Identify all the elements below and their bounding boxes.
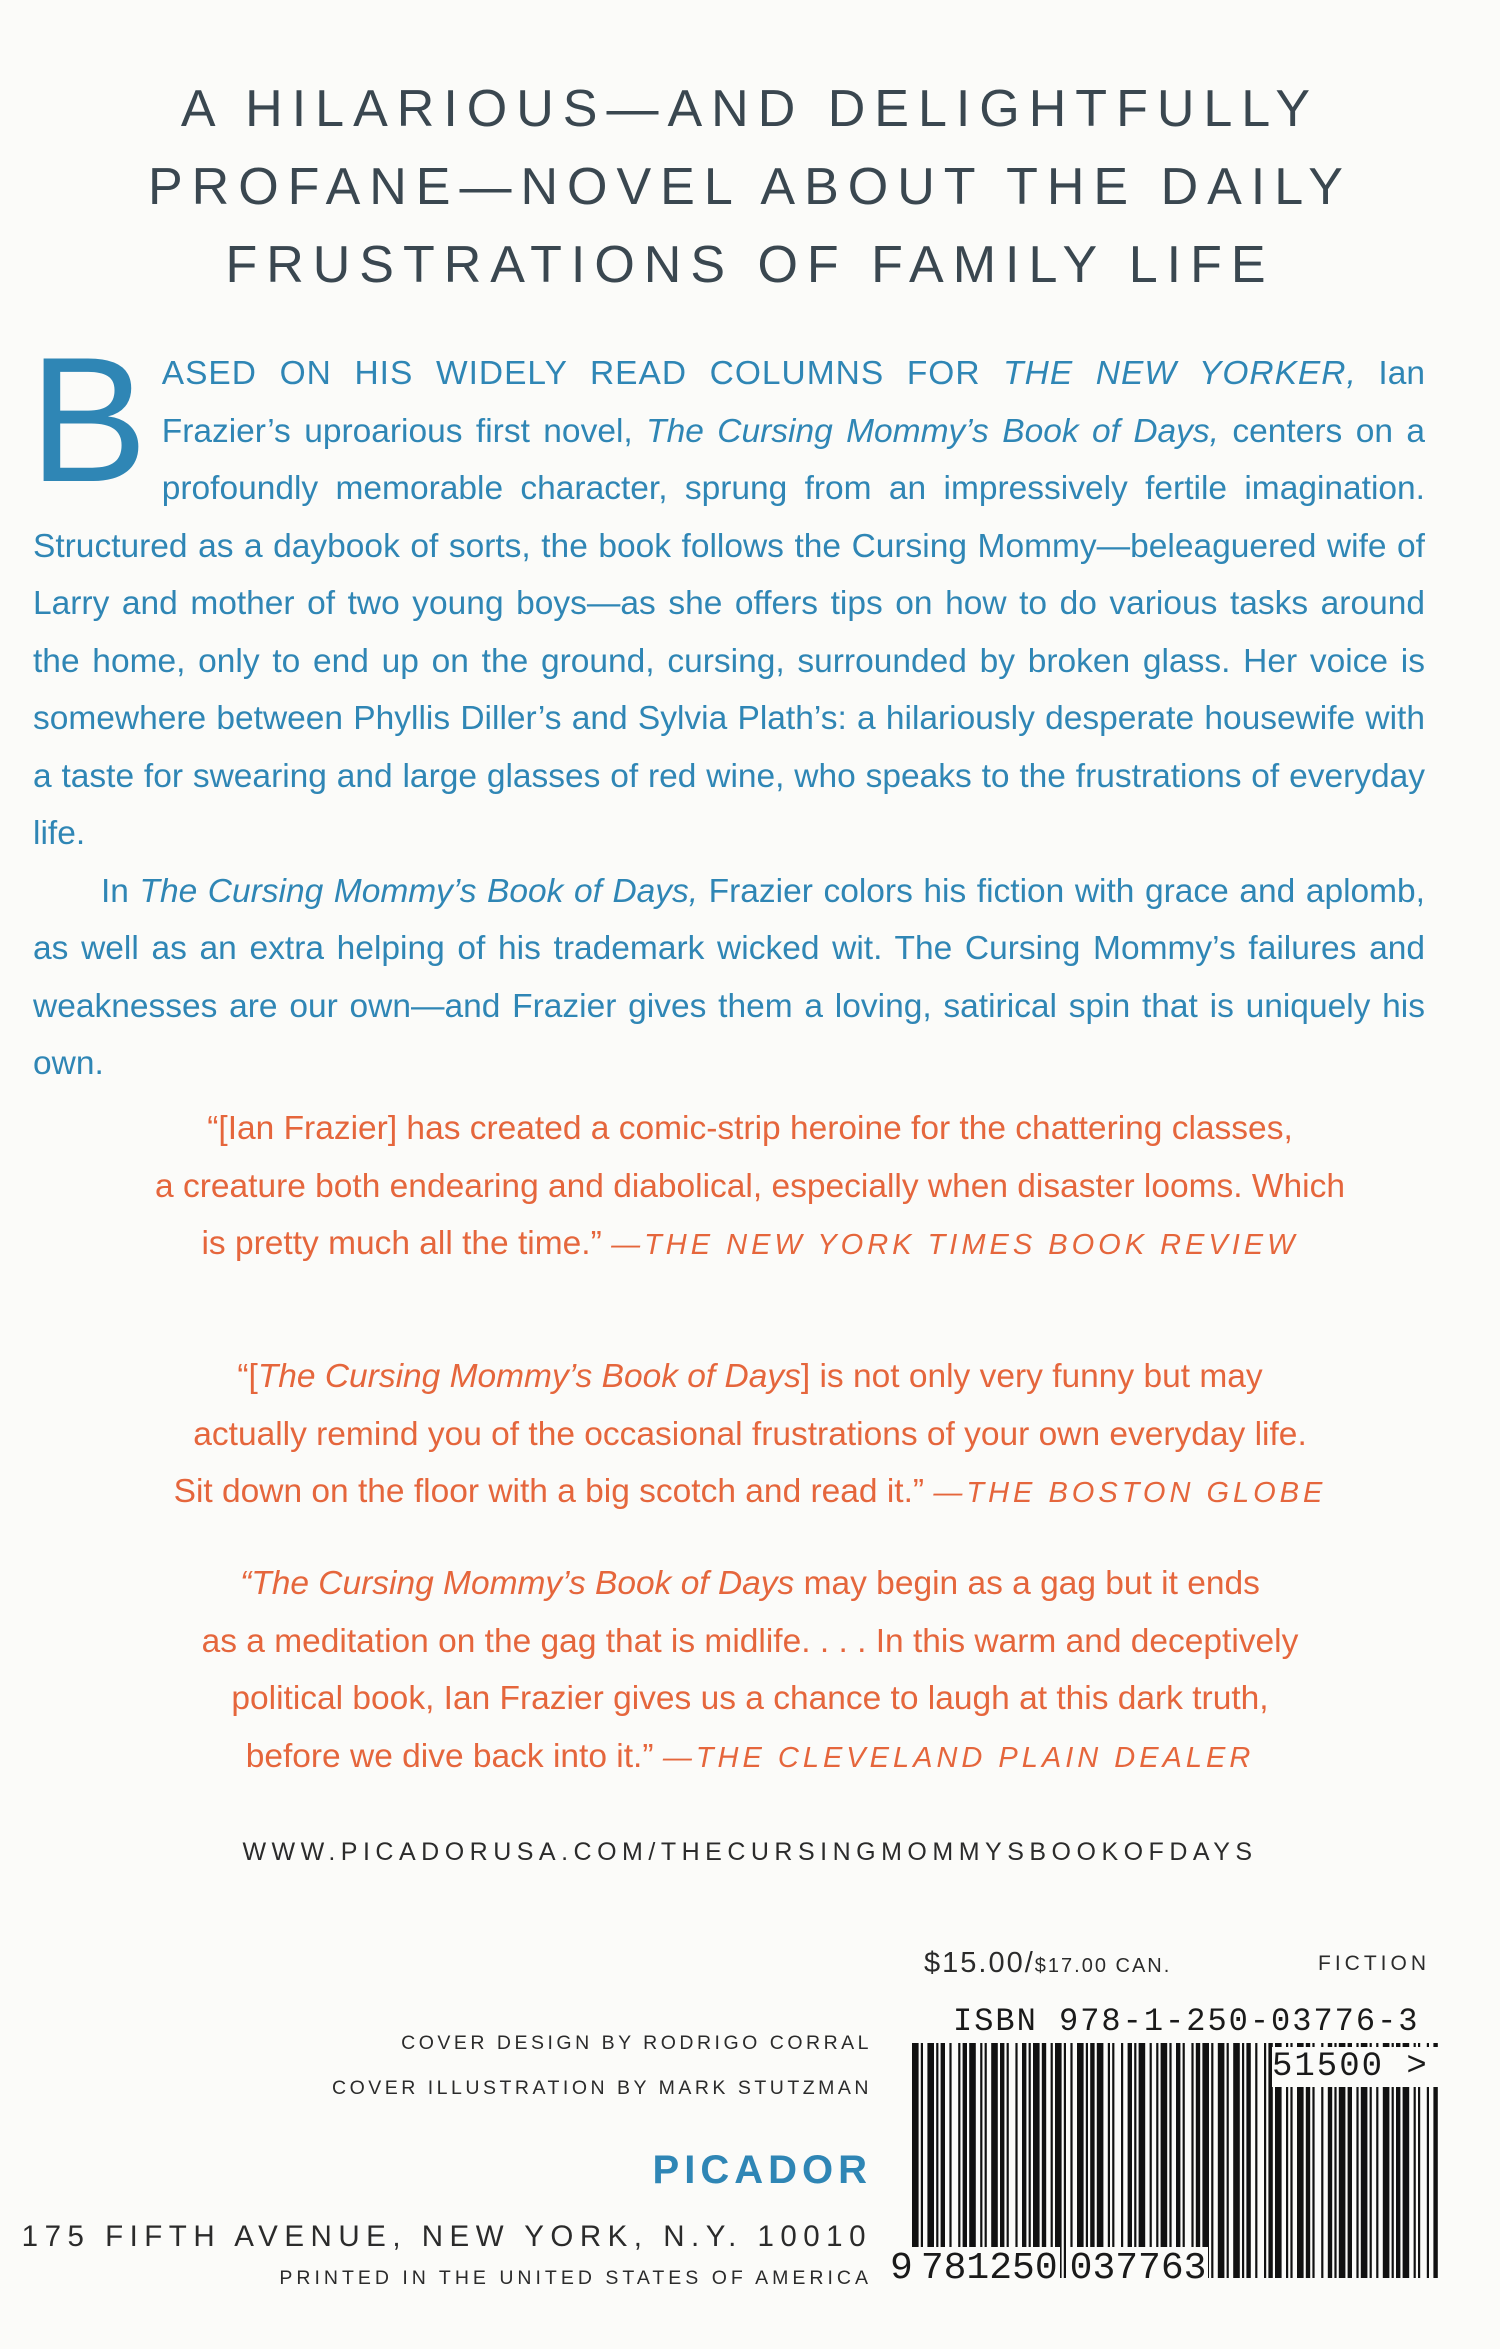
barcode-bar [1112,2043,1114,2278]
barcode-bar [1128,2043,1132,2278]
printed-in: PRINTED IN THE UNITED STATES OF AMERICA [279,2267,872,2289]
barcode-bar [1169,2043,1171,2278]
review-source: —THE BOSTON GLOBE [933,1477,1327,1509]
paragraph-text: In [101,872,140,910]
quote-line: as a meditation on the gag that is midlife. . . . In this warm and deceptively [201,1622,1299,1660]
barcode-bar [1086,2043,1088,2278]
price-code: 51500 > [1272,2047,1438,2087]
barcode-bar [1097,2043,1104,2278]
barcode-bar [985,2043,987,2278]
book-description [29,320,1426,1093]
quote-line: is pretty much all the time.” [201,1225,602,1262]
paragraph-text: centers on a profoundly memorable character, sprung from an impressively fertile imagination. Structured as a daybook of sorts, the book follows the Cursing Mommy—beleaguered wife of Larry and mother of two young boys—as she offers tips on how to do various tasks around the home, only to end up on the ground, cursing, surrounded by broken glass. Her voice is somewhere between Phyllis Diller’s and Sylvia Plath’s: a hilariously desperate housewife with a taste for swearing and large glasses of red wine, who speaks to the frustrations of everyday life. [33,412,1426,852]
barcode-bar [1233,2043,1240,2278]
genre-label: FICTION [1318,1952,1430,1975]
review-source: —THE NEW YORK TIMES BOOK REVIEW [611,1229,1299,1261]
barcode-bar [980,2043,982,2278]
barcode-bar [963,2043,967,2278]
barcode-bar [958,2043,960,2278]
barcode-bar [1051,2043,1053,2278]
quote-line: “[Ian Frazier] has created a comic-strip heroine for the chattering classes, [207,1110,1293,1147]
cover-illustration-credit: COVER ILLUSTRATION BY MARK STUTZMAN [332,2077,872,2099]
barcode-bar [1042,2043,1046,2278]
barcode-bar [969,2043,976,2278]
barcode-bar [1211,2043,1213,2278]
barcode-bar [991,2043,998,2278]
barcode-digit-group: 781250 [920,2247,1058,2290]
barcode-bar [1077,2043,1084,2278]
description-paragraph-2 [33,863,1425,1093]
book-title: “The Cursing Mommy’s Book of Days [240,1565,795,1602]
barcode-digits [890,2245,1250,2293]
barcode-bar [1064,2043,1066,2278]
headline-line: FRUSTRATIONS OF FAMILY LIFE [225,236,1275,294]
review-quote-1 [40,1100,1460,1275]
barcode-bar [912,2043,919,2278]
barcode-bar [1108,2043,1110,2278]
quote-line: ] is not only very funny but may [800,1358,1263,1395]
barcode-bar [1218,2043,1225,2278]
barcode-bar [1196,2043,1200,2278]
barcode-bar [1070,2043,1072,2278]
barcode-bar [1255,2043,1257,2278]
publisher-name: PICADOR [652,2148,872,2192]
headline [80,70,1420,304]
barcode-bar [1246,2043,1250,2278]
barcode-bar [1183,2043,1185,2278]
barcode-bar [1029,2043,1031,2278]
magazine-title: THE NEW YORKER, [1003,355,1357,392]
publisher-address: 175 FIFTH AVENUE, NEW YORK, N.Y. 10010 [21,2220,872,2253]
cover-design-credit: COVER DESIGN BY RODRIGO CORRAL [401,2032,872,2054]
barcode-bar [1033,2043,1040,2278]
barcode-bar [1022,2043,1026,2278]
barcode-bar [1000,2043,1004,2278]
description-paragraph-1 [29,320,1426,863]
paragraph-text: Ian Frazier’s uproarious first novel, [161,355,1425,450]
website-url: WWW.PICADORUSA.COM/THECURSINGMOMMYSBOOKOFDAYS [242,1838,1258,1866]
barcode-bar [1176,2043,1180,2278]
barcode-bar [1015,2043,1017,2278]
barcode-bar [1150,2043,1152,2278]
barcode-bar [941,2043,945,2278]
review-source: —THE CLEVELAND PLAIN DEALER [662,1741,1255,1774]
review-quote-3 [40,1555,1460,1787]
price-line [924,1947,1171,1980]
headline-line: A HILARIOUS—AND DELIGHTFULLY [180,80,1320,138]
barcode-bar [1121,2043,1123,2278]
cover-credits [180,2021,872,2111]
barcode-bar [949,2043,951,2278]
quote-line: before we dive back into it.” [245,1737,654,1775]
quote-line: actually remind you of the occasional frustrations of your own everyday life. [193,1415,1307,1453]
quote-line: may begin as a gag but it ends [794,1565,1260,1602]
barcode-lead-digit: 9 [890,2247,919,2290]
barcode-bar [1139,2043,1146,2278]
barcode-bar [921,2043,923,2278]
barcode-bar [1055,2043,1062,2278]
barcode-bar [1202,2043,1209,2278]
barcode-bar [936,2043,938,2278]
barcode-bar [1227,2043,1229,2278]
barcode-bar [1191,2043,1193,2278]
barcode-bar [1134,2043,1136,2278]
paragraph-text: Frazier colors his fiction with grace and aplomb, as well as an extra helping of his trademark wicked wit. The Cursing Mommy’s failures and weaknesses are our own—and Frazier gives them a loving, satirical spin that is uniquely his own. [33,872,1425,1082]
barcode-bar [1161,2043,1168,2278]
barcode-bar [1264,2043,1266,2278]
quote-line: Sit down on the floor with a big scotch and read it.” [173,1473,925,1510]
barcode-bar [927,2043,934,2278]
barcode-digit-group: 037763 [1069,2247,1207,2290]
headline-line: PROFANE—NOVEL ABOUT THE DAILY [147,158,1352,216]
canadian-price: $17.00 CAN. [1034,1955,1172,1977]
price-separator: / [1024,1947,1035,1979]
review-quote-2 [40,1348,1460,1523]
quote-line: “[ [237,1358,258,1395]
barcode-bar [1090,2043,1094,2278]
barcode-bar [1156,2043,1158,2278]
book-title: The Cursing Mommy’s Book of Days, [646,412,1219,450]
isbn-number: ISBN 978-1-250-03776-3 [953,2003,1420,2040]
quote-line: political book, Ian Frazier gives us a chance to laugh at this dark truth, [231,1680,1269,1717]
us-price: $15.00 [924,1947,1025,1979]
barcode-bar [1007,2043,1009,2278]
opening-caps: ASED ON HIS WIDELY READ COLUMNS FOR [161,355,1004,392]
book-title: The Cursing Mommy’s Book of Days [257,1358,801,1395]
drop-cap: B [29,320,148,519]
book-title: The Cursing Mommy’s Book of Days, [139,872,699,910]
barcode-bar [1242,2043,1244,2278]
quote-line: a creature both endearing and diabolical, especially when disaster looms. Which [155,1167,1345,1205]
